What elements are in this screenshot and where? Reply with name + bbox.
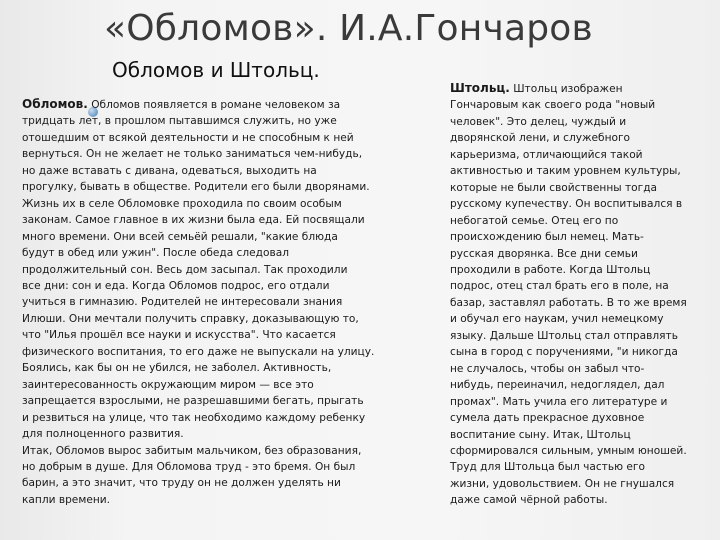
stolz-lead-label: Штольц.: [450, 81, 510, 95]
stolz-lead: [450, 81, 510, 95]
stolz-body: Штольц изображен Гончаровым как своего рода "новый человек". Это делец, чуждый и дворянской лени, и служебного карьеризма, отличающийся такой активностью и таким уровнем культуры, которые не были свойственны тогда русскому купечеству. Он воспитывался в небогатой семье. Отец его по происхождению был немец. Мать- русская дворянка. Все дни семьи проходили в работе. Когда Штольц подрос, отец стал брать его в поле, на базар, заставлял работать. В то же время и обучал его наукам, учил немецкому языку. Дальше Штольц стал отправлять сына в город с поручениями, "и никогда не случалось, чтобы он забыл что- нибудь, переиначил, недоглядел, дал промах". Мать учила его литературе и сумела дать прекрасное духовное воспитание сыну. Итак, Штольц сформировался сильным, умным юношей. Труд для Штольца был частью его жизни, удовольствием. Он не гнушался даже самой чёрной работы.: [450, 83, 687, 507]
oblomov-body: Обломов появляется в романе человеком за тридцать лет, в прошлом пытавшимся служить, но уже отошедшим от всякой деятельности и не способным к ней вернуться. Он не желает не только заниматься чем-нибудь, но даже вставать с дивана, одеваться, выходить на прогулку, бывать в обществе. Родители его были дворянами. Жизнь их в селе Обломовке проходила по своим особым законам. Самое главное в их жизни была еда. Ей посвящали много времени. Они всей семьёй решали, "какие блюда будут в обед или ужин". После обеда следовал продолжительный сон. Весь дом засыпал. Так проходили все дни: сон и еда. Когда Обломов подрос, его отдали учиться в гимназию. Родителей не интересовали знания Илюши. Они мечтали получить справку, доказывающую то, что "Илья прошёл все науки и искусства". Что касается физического воспитания, то его даже не выпускали на улицу. Боялись, как бы он не убился, не заболел. Активность, заинтересованность окружающим миром — все это запрещается взрослыми, не разрешавшими бегать, прыгать и резвиться на улице, что так необходимо каждому ребенку для полноценного развития. Итак, Обломов вырос забитым мальчиком, без образования, но добрым в душе. Для Обломова труд - это бремя. Он был барин, а это значит, что труду он не должен уделять ни капли времени.: [22, 99, 375, 506]
slide-subtitle: Обломов и Штольц.: [112, 58, 320, 82]
slide-title: «Обломов». И.А.Гончаров: [104, 8, 593, 49]
stolz-text-block: [450, 80, 712, 509]
oblomov-text-block: [22, 96, 414, 508]
oblomov-lead: Обломов.: [22, 97, 88, 111]
